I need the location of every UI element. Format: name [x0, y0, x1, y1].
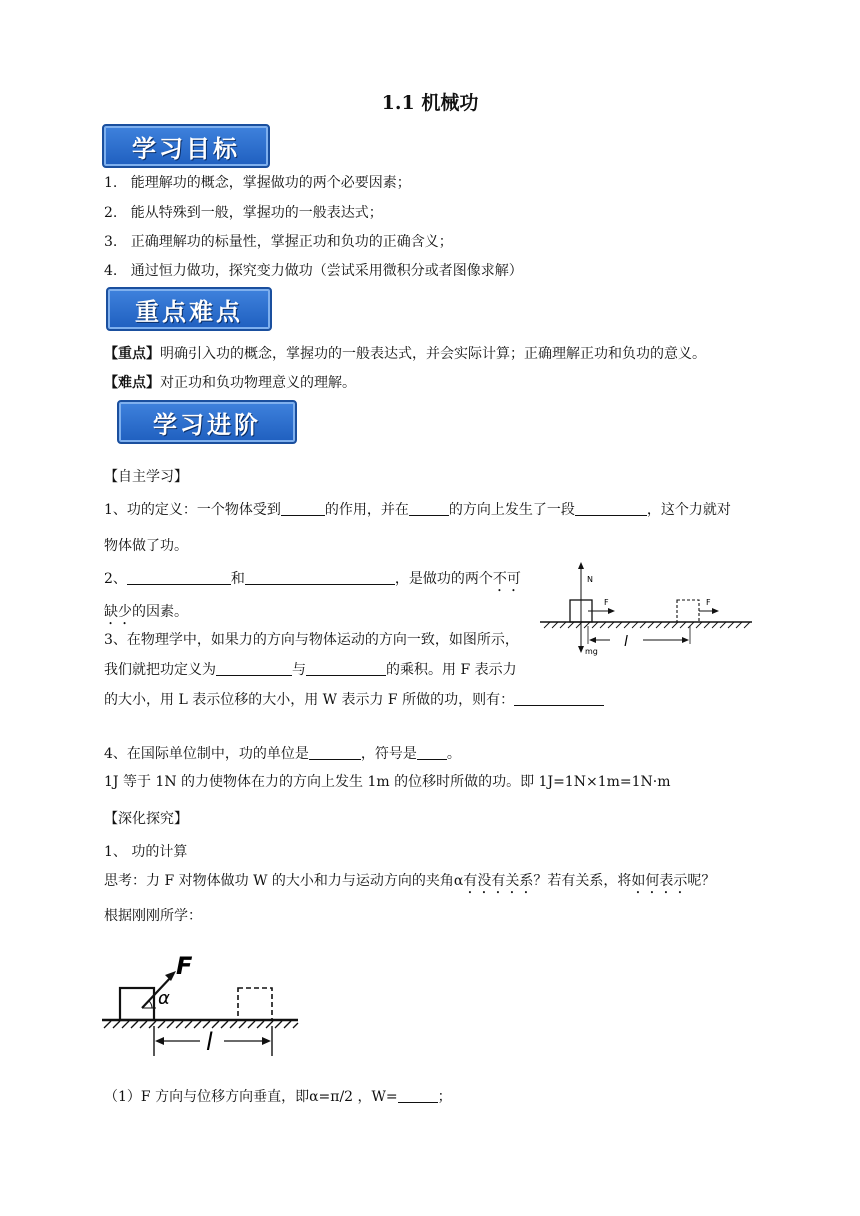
objective-item-4: [104, 260, 523, 280]
page-title: 1.1 机械功: [381, 92, 479, 114]
figure-angled-force: [100, 946, 302, 1064]
label-angle-alpha: α: [158, 988, 170, 1009]
objective-num: 2.: [104, 205, 118, 221]
deep-heading: 【深化探究】: [104, 811, 188, 827]
label-force-f-end: F: [706, 598, 711, 607]
banner-advance: 学习进阶: [117, 400, 297, 444]
answer-blank[interactable]: [245, 570, 395, 585]
answer-blank[interactable]: [575, 501, 647, 516]
objective-num: 3.: [104, 234, 118, 250]
objective-text: 能理解功的概念，掌握做功的两个必要因素；: [130, 175, 411, 191]
objective-text: 通过恒力做功，探究变力做功（尝试采用微积分或者图像求解）: [130, 263, 523, 279]
answer-blank[interactable]: [127, 570, 231, 585]
objective-text: 正确理解功的标量性，掌握正功和负功的正确含义；: [130, 234, 453, 250]
question-3-cont2: 的大小，用 L 表示位移的大小，用 W 表示力 F 所做的功，则有：: [104, 689, 604, 709]
self-study-heading: 【自主学习】: [104, 469, 188, 485]
case-1: （1）F 方向与位移方向垂直，即α=π/2 ，W= ；: [104, 1089, 452, 1105]
label-gravity: mg: [585, 647, 598, 656]
answer-blank[interactable]: [281, 501, 325, 516]
keypoint-label: 【重点】: [104, 346, 160, 362]
answer-blank[interactable]: [514, 691, 604, 706]
answer-blank[interactable]: [398, 1088, 438, 1103]
question-2-cont: 缺少的因素。: [104, 604, 188, 620]
unit-note: 1J 等于 1N 的力使物体在力的方向上发生 1m 的位移时所做的功。即 1J=1N×1m=1N·m: [104, 774, 671, 790]
think-question: 思考：力 F 对物体做功 W 的大小和力与运动方向的夹角α有没有关系？若有关系，将如何表示呢？: [104, 873, 716, 889]
objective-item-1: [104, 172, 411, 192]
difficulty-line: [104, 372, 356, 392]
figure-block-on-surface: [540, 560, 755, 660]
objective-num: 4.: [104, 263, 118, 279]
label-displacement: l: [206, 1028, 213, 1056]
label-force-f: F: [604, 598, 609, 607]
label-force-f: F: [176, 952, 193, 980]
banner-objectives: 学习目标: [102, 124, 270, 168]
objective-num: 1.: [104, 175, 118, 191]
difficulty-label: 【难点】: [104, 375, 160, 391]
question-3: 3、在物理学中，如果力的方向与物体运动的方向一致，如图所示，: [104, 632, 519, 648]
question-1: 1、功的定义：一个物体受到 的作用，并在 的方向上发生了一段 ，这个力就对: [104, 502, 731, 518]
keypoint-line: [104, 343, 706, 363]
question-3-cont: 我们就把功定义为 与 的乘积。用 F 表示力: [104, 662, 517, 678]
banner-keypoints: 重点难点: [106, 287, 272, 331]
answer-blank[interactable]: [417, 745, 447, 760]
difficulty-text: 对正功和负功物理意义的理解。: [160, 375, 356, 391]
objective-item-2: [104, 202, 383, 222]
answer-blank[interactable]: [409, 501, 449, 516]
answer-blank[interactable]: [216, 661, 292, 676]
label-normal-force: N: [587, 575, 593, 584]
answer-blank[interactable]: [306, 661, 386, 676]
question-2: 2、 和 ，是做功的两个不可: [104, 571, 521, 587]
based-on-text: 根据刚刚所学：: [104, 908, 202, 924]
keypoint-text: 明确引入功的概念，掌握功的一般表达式，并会实际计算；正确理解正功和负功的意义。: [160, 346, 706, 362]
question-1-cont: 物体做了功。: [104, 538, 188, 554]
question-4: 4、在国际单位制中，功的单位是 ，符号是 。: [104, 746, 461, 762]
objective-text: 能从特殊到一般，掌握功的一般表达式；: [130, 205, 383, 221]
label-displacement: l: [624, 634, 628, 650]
objective-item-3: [104, 231, 453, 251]
answer-blank[interactable]: [309, 745, 361, 760]
sub-heading-work-calc: 1、 功的计算: [104, 844, 188, 860]
